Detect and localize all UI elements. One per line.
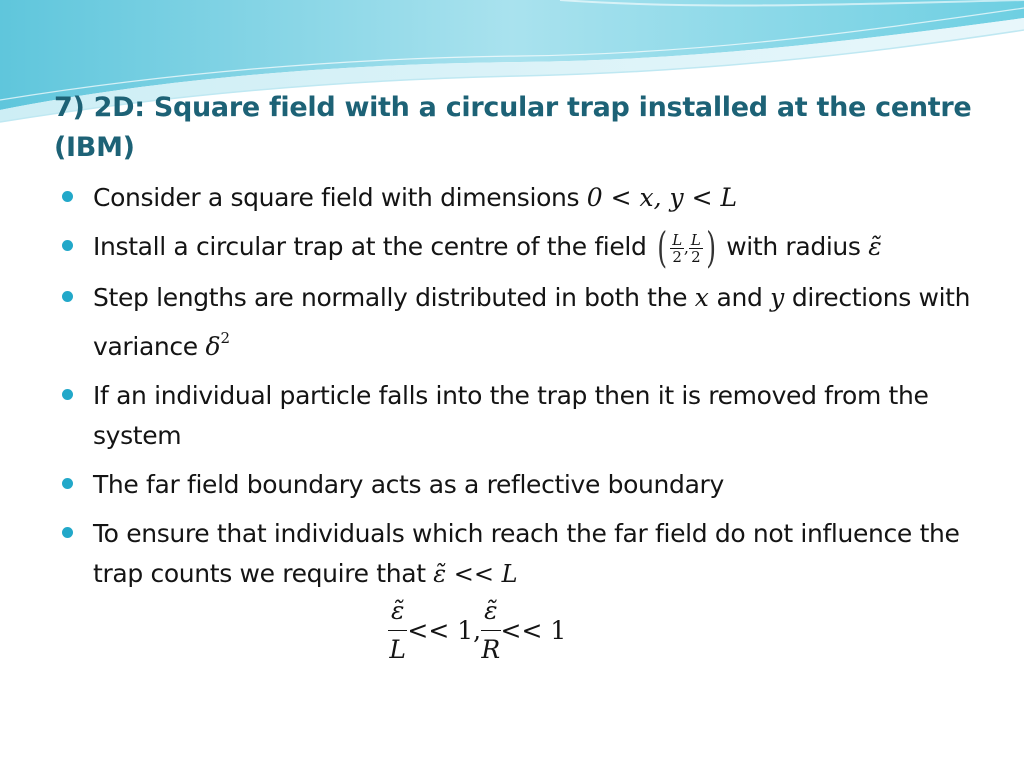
math-var-x: x (694, 283, 709, 312)
bullet-text: If an individual particle falls into the trap then it is removed from the system (93, 381, 929, 450)
bullet-text: Consider a square field with dimensions (93, 183, 580, 212)
math-dimensions: 0 < x, y < L (586, 183, 738, 212)
bullet-text-2: directions with variance (93, 283, 971, 361)
display-equation (388, 596, 648, 676)
bullet-item-dimensions (62, 178, 1012, 218)
bullet-text: Step lengths are normally distributed in both the (93, 283, 688, 312)
equation-fraction-2: $\frac{\varepsiloñ}{R}$ (481, 596, 501, 664)
bullet-item-trap-removal (62, 376, 1012, 456)
bullet-item-step-lengths (62, 278, 1012, 367)
equation-fraction-1: $\frac{\varepsiloñ}{L}$ (389, 596, 407, 664)
bullet-text-2: with radius (726, 232, 861, 261)
equation-end: << 1 (500, 616, 567, 645)
bullet-text: Install a circular trap at the centre of the field (93, 232, 647, 261)
bullet-list (62, 178, 1012, 603)
bullet-item-ensure (62, 514, 1012, 594)
bullet-dot-icon (62, 240, 73, 251)
math-radius: ε̃ (868, 232, 882, 261)
math-var-y: y (770, 283, 785, 312)
bullet-text: The far field boundary acts as a reflective boundary (93, 470, 724, 499)
bullet-item-far-field (62, 465, 1012, 505)
paren-open: ( (657, 223, 667, 272)
bullet-dot-icon (62, 478, 73, 489)
bullet-text-and: and (716, 283, 763, 312)
bullet-dot-icon (62, 389, 73, 400)
bullet-text: To ensure that individuals which reach the far field do not influence the trap counts we require that (93, 519, 960, 588)
equation-middle: << 1, (407, 616, 482, 645)
math-comma: , (683, 238, 689, 257)
paren-close: ) (705, 223, 716, 272)
math-fraction: $\frac{L}{2}$ (690, 230, 701, 266)
bullet-dot-icon (62, 291, 73, 302)
math-condition: ε̃ << L (433, 560, 518, 588)
math-variance: $\delta^2$ (205, 329, 231, 361)
bullet-dot-icon (62, 191, 73, 202)
slide-title: 7) 2D: Square field with a circular trap installed at the centre (IBM) (54, 92, 972, 163)
bullet-dot-icon (62, 527, 73, 538)
bullet-item-trap-centre (62, 223, 1012, 272)
math-fraction: $\frac{L}{2}$ (672, 230, 682, 266)
